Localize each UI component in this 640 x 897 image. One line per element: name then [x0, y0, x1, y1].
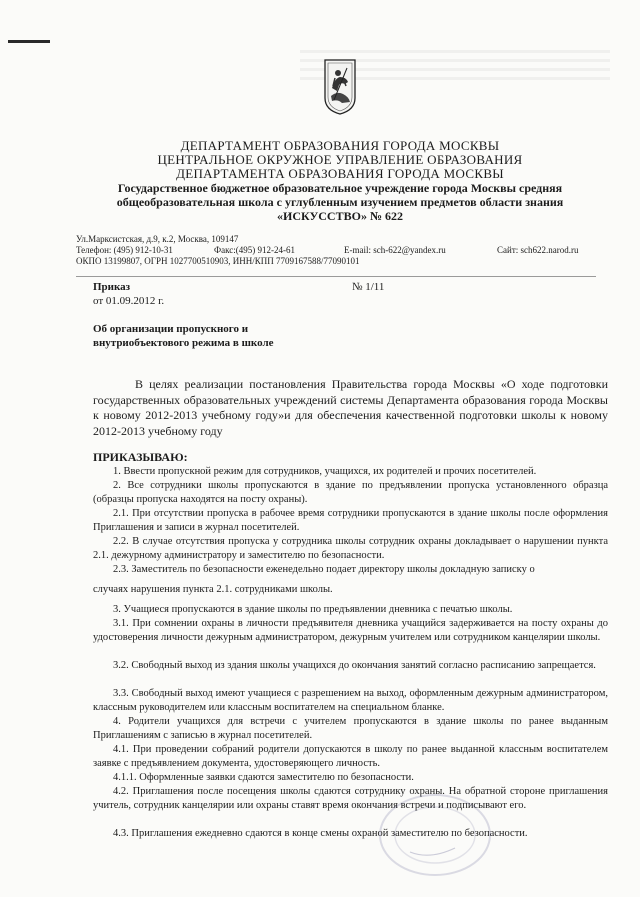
paragraph-2: 2. Все сотрудники школы пропускаются в здание по предъявлении пропуска установленного образца (образцы пропуска находятся на посту охраны). — [93, 480, 608, 505]
scan-edge-mark — [8, 40, 50, 43]
paragraph-4-2: 4.2. Приглашения после посещения школы сдаются сотруднику охраны. На обратной стороне приглашения учитель, сотрудник канцелярии или охраны ставят время окончания встречи и подписывают его. — [93, 786, 608, 811]
paragraph-3-1: 3.1. При сомнении охраны в личности предъявителя дневника учащийся задерживается на посту охраны до удостоверения личности дежурным администратором, дежурным учителем или сотрудником канцелярии школы. — [93, 618, 608, 643]
prikazyvayu-heading: ПРИКАЗЫВАЮ: — [93, 450, 188, 464]
header-divider — [76, 276, 596, 277]
header-department-2: ДЕПАРТАМЕНТА ОБРАЗОВАНИЯ ГОРОДА МОСКВЫ — [176, 166, 504, 181]
header-school-line2: общеобразовательная школа с углубленным изучением предметов области знания — [116, 195, 564, 209]
header-school-name: «ИСКУССТВО» № 622 — [277, 209, 403, 223]
order-number: № 1/11 — [352, 281, 385, 293]
order-date: от 01.09.2012 г. — [93, 295, 165, 307]
contact-codes: ОКПО 13199807, ОГРН 1027700510903, ИНН/КПП 7709167588/77090101 — [76, 256, 360, 266]
paragraph-4-3: 4.3. Приглашения ежедневно сдаются в конце смены охраной заместителю по безопасности. — [113, 828, 528, 839]
paragraph-2-1: 2.1. При отсутствии пропуска в рабочее время сотрудники пропускаются в здание школы после оформления Приглашения и записи в журнал посетителей. — [93, 508, 608, 533]
moscow-coat-of-arms-icon — [323, 58, 357, 116]
paragraph-3-3: 3.3. Свободный выход имеют учащиеся с разрешением на выход, оформленным дежурным администратором, классным руководителем или классным воспитателем на специальном бланке. — [93, 688, 608, 713]
paragraph-4: 4. Родители учащихся для встречи с учителем пропускаются в здание школы по ранее выданным Приглашениям с записью в журнал посетителей. — [93, 716, 608, 741]
paragraph-2-3: 2.3. Заместитель по безопасности еженедельно подает директору школы докладную записку о — [113, 564, 535, 575]
contact-fax: Факс:(495) 912-24-61 — [214, 245, 295, 255]
contact-address: Ул.Марксистская, д.9, к.2, Москва, 109147 — [76, 234, 239, 244]
paragraph-4-1: 4.1. При проведении собраний родители допускаются в школу по ранее выданной классным воспитателем заявке с предъявлением документа, удостоверяющего личность. — [93, 744, 608, 769]
order-subject-line2: внутриобъектового режима в школе — [93, 337, 274, 349]
header-school-line1: Государственное бюджетное образовательное учреждение города Москвы средняя — [117, 181, 563, 195]
paragraph-2-3-cont: случаях нарушения пункта 2.1. сотрудниками школы. — [93, 584, 333, 595]
order-subject-line1: Об организации пропускного и — [93, 323, 249, 335]
faded-stamp-icon — [375, 790, 495, 880]
paragraph-1: 1. Ввести пропускной режим для сотрудников, учащихся, их родителей и прочих посетителей. — [113, 466, 537, 477]
paragraph-4-1-1: 4.1.1. Оформленные заявки сдаются заместителю по безопасности. — [113, 772, 414, 783]
contact-email: E-mail: sch-622@yandex.ru — [344, 245, 446, 255]
preamble: В целях реализации постановления Правительства города Москвы «О ходе подготовки государственных образовательных учреждений системы Департамента образования города Москвы к новому 2012-2013 учебному году»и для обеспечения качественной подготовки школы к новому 2012-2013 учебному году — [93, 377, 608, 438]
header-district: ЦЕНТРАЛЬНОЕ ОКРУЖНОЕ УПРАВЛЕНИЕ ОБРАЗОВАНИЯ — [157, 152, 523, 167]
contact-site: Сайт: sch622.narod.ru — [497, 245, 579, 255]
paragraph-3-2: 3.2. Свободный выход из здания школы учащихся до окончания занятий согласно расписанию запрещается. — [113, 660, 596, 671]
header-department: ДЕПАРТАМЕНТ ОБРАЗОВАНИЯ ГОРОДА МОСКВЫ — [180, 138, 500, 153]
paragraph-2-2: 2.2. В случае отсутствия пропуска у сотрудника школы сотрудник охраны докладывает о нарушении пункта 2.1. дежурному администратору и заместителю по безопасности. — [93, 536, 608, 561]
order-label: Приказ — [93, 281, 131, 293]
contact-phone: Телефон: (495) 912-10-31 — [76, 245, 173, 255]
paragraph-3: 3. Учащиеся пропускаются в здание школы по предъявлении дневника с печатью школы. — [113, 604, 513, 615]
